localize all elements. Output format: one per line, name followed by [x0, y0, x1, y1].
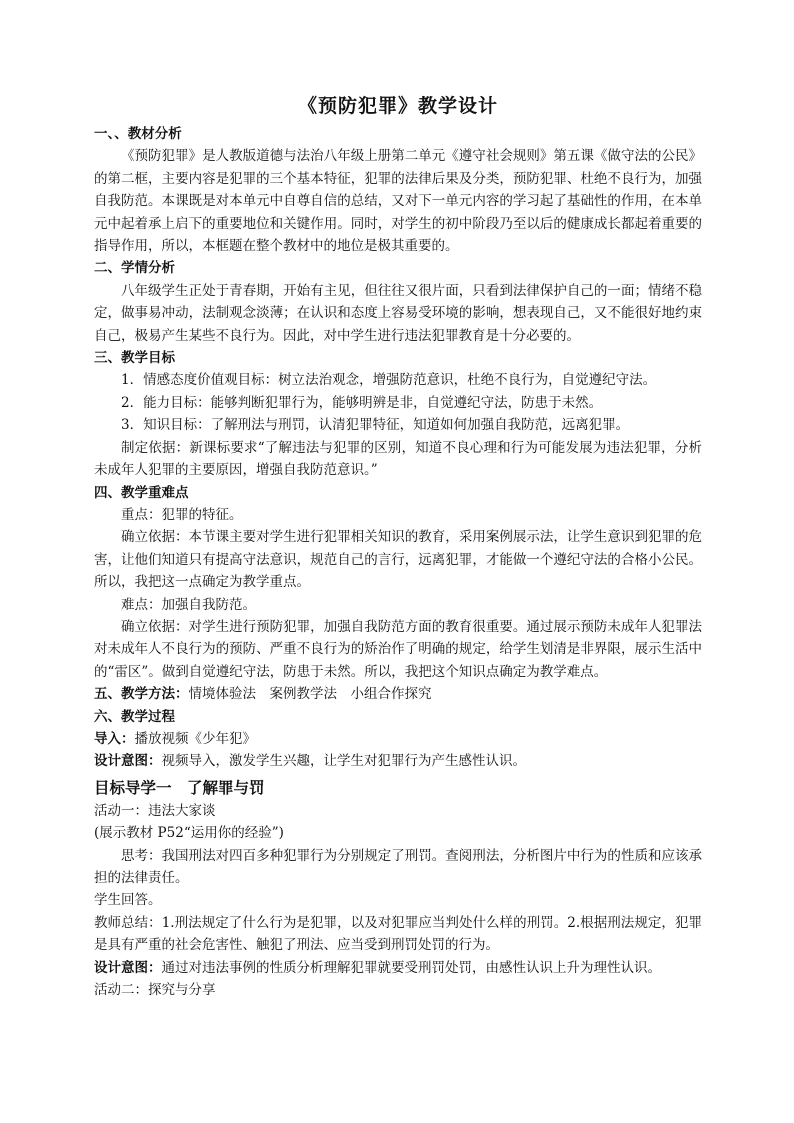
goal-item-knowledge: 3．知识目标：了解刑法与刑罚，认清犯罪特征，知道如何加强自我防范，远离犯罪。 [121, 417, 630, 434]
design-intent-text-2: 通过对违法事例的性质分析理解犯罪就要受刑罚处罚，由感性认识上升为理性认识。 [161, 959, 661, 976]
activity-one: 活动一：违法大家谈 [94, 802, 216, 819]
intro-text: 播放视频《少年犯》 [134, 730, 256, 747]
teacher-summary: 教师总结：1.刑法规定了什么行为是犯罪，以及对犯罪应当判处什么样的刑罚。2.根据刑法规定，犯罪是具有严重的社会危害性、触犯了刑法、应当受到刑罚处罚的行为。 [94, 914, 702, 954]
student-analysis-paragraph: 八年级学生正处于青春期，开始有主见，但往往又很片面，只看到法律保护自己的一面；情绪不稳定，做事易冲动，法制观念淡薄；在认识和态度上容易受环境的影响，想表现自己，又不能很好地约束自己，极易产生某些不良行为。因此，对中学生进行违法犯罪教育是十分必要的。 [94, 282, 702, 344]
goal-item-ability: 2．能力目标：能够判断犯罪行为，能够明辨是非，自觉遵纪守法，防患于未然。 [121, 394, 603, 411]
design-intent-text-1: 视频导入，激发学生兴趣，让学生对犯罪行为产生感性认识。 [161, 753, 526, 770]
section-heading-teaching-methods: 五、教学方法： [94, 686, 189, 703]
activity-two: 活动二：探究与分享 [94, 982, 216, 999]
think-question: 思考：我国刑法对四百多种犯罪行为分别规定了刑罚。查阅刑法，分析图片中行为的性质和应该承担的法律责任。 [94, 847, 702, 886]
show-textbook-note: (展示教材 P52“运用你的经验”) [94, 825, 284, 842]
goal-item-emotion: 1．情感态度价值观目标：树立法治观念，增强防范意识，杜绝不良行为，自觉遵纪守法。 [121, 372, 657, 389]
design-intent-line-2 [94, 957, 702, 979]
design-intent-label-2: 设计意图： [94, 959, 162, 976]
key-point-basis: 确立依据：本节课主要对学生进行犯罪相关知识的教育，采用案例展示法，让学生意识到犯罪的危害，让他们知道只有提高守法意识，规范自己的言行，远离犯罪，才能做一个遵纪守法的合格小公民。所以，我把这一点确定为教学重点。 [94, 529, 702, 591]
goal-basis-paragraph: 制定依据：新课标要求“了解违法与犯罪的区别，知道不良心理和行为可能发展为违法犯罪，分析未成年人犯罪的主要原因，增强自我防范意识。” [94, 439, 702, 479]
design-intent-label-1: 设计意图： [94, 753, 162, 770]
design-intent-line-1 [94, 750, 702, 772]
document-page [94, 92, 702, 1001]
teaching-methods-text: 情境体验法 案例教学法 小组合作探究 [188, 686, 432, 703]
key-point: 重点：犯罪的特征。 [121, 506, 243, 523]
intro-label: 导入： [94, 730, 135, 747]
section-heading-key-difficult: 四、教学重难点 [94, 484, 189, 501]
section-heading-textbook-analysis: 一、、教材分析 [94, 126, 182, 142]
difficult-point-basis: 确立依据：对学生进行预防犯罪，加强自我防范方面的教育很重要。通过展示预防未成年人犯罪法对未成年人不良行为的预防、严重不良行为的矫治作了明确的规定，给学生划清是非界限，展示生活中的“雷区”。做到自觉遵纪守法，防患于未然。所以，我把这个知识点确定为教学难点。 [94, 618, 702, 680]
textbook-analysis-paragraph: 《预防犯罪》是人教版道德与法治八年级上册第二单元《遵守社会规则》第五课《做守法的公民》的第二框，主要内容是犯罪的三个基本特征，犯罪的法律后果及分类，预防犯罪、杜绝不良行为，加强自我防范。本课既是对本单元中自尊自信的总结，又对下一单元内容的学习起了基础性的作用，在本单元中起着承上启下的重要地位和关键作用。同时，对学生的初中阶段乃至以后的健康成长都起着重要的指导作用，所以，本框题在整个教材中的地位是极其重要的。 [94, 148, 702, 255]
document-title: 《预防犯罪》教学设计 [297, 95, 498, 117]
student-answer: 学生回答。 [94, 892, 162, 909]
teaching-methods-line [94, 683, 702, 705]
section-heading-teaching-goals: 三、教学目标 [94, 350, 175, 367]
goal-guide-heading: 目标导学一 了解罪与罚 [94, 777, 265, 797]
section-heading-student-analysis: 二、学情分析 [94, 260, 175, 277]
intro-line [94, 728, 702, 750]
section-heading-teaching-process: 六、教学过程 [94, 708, 175, 725]
difficult-point: 难点：加强自我防范。 [121, 596, 256, 613]
